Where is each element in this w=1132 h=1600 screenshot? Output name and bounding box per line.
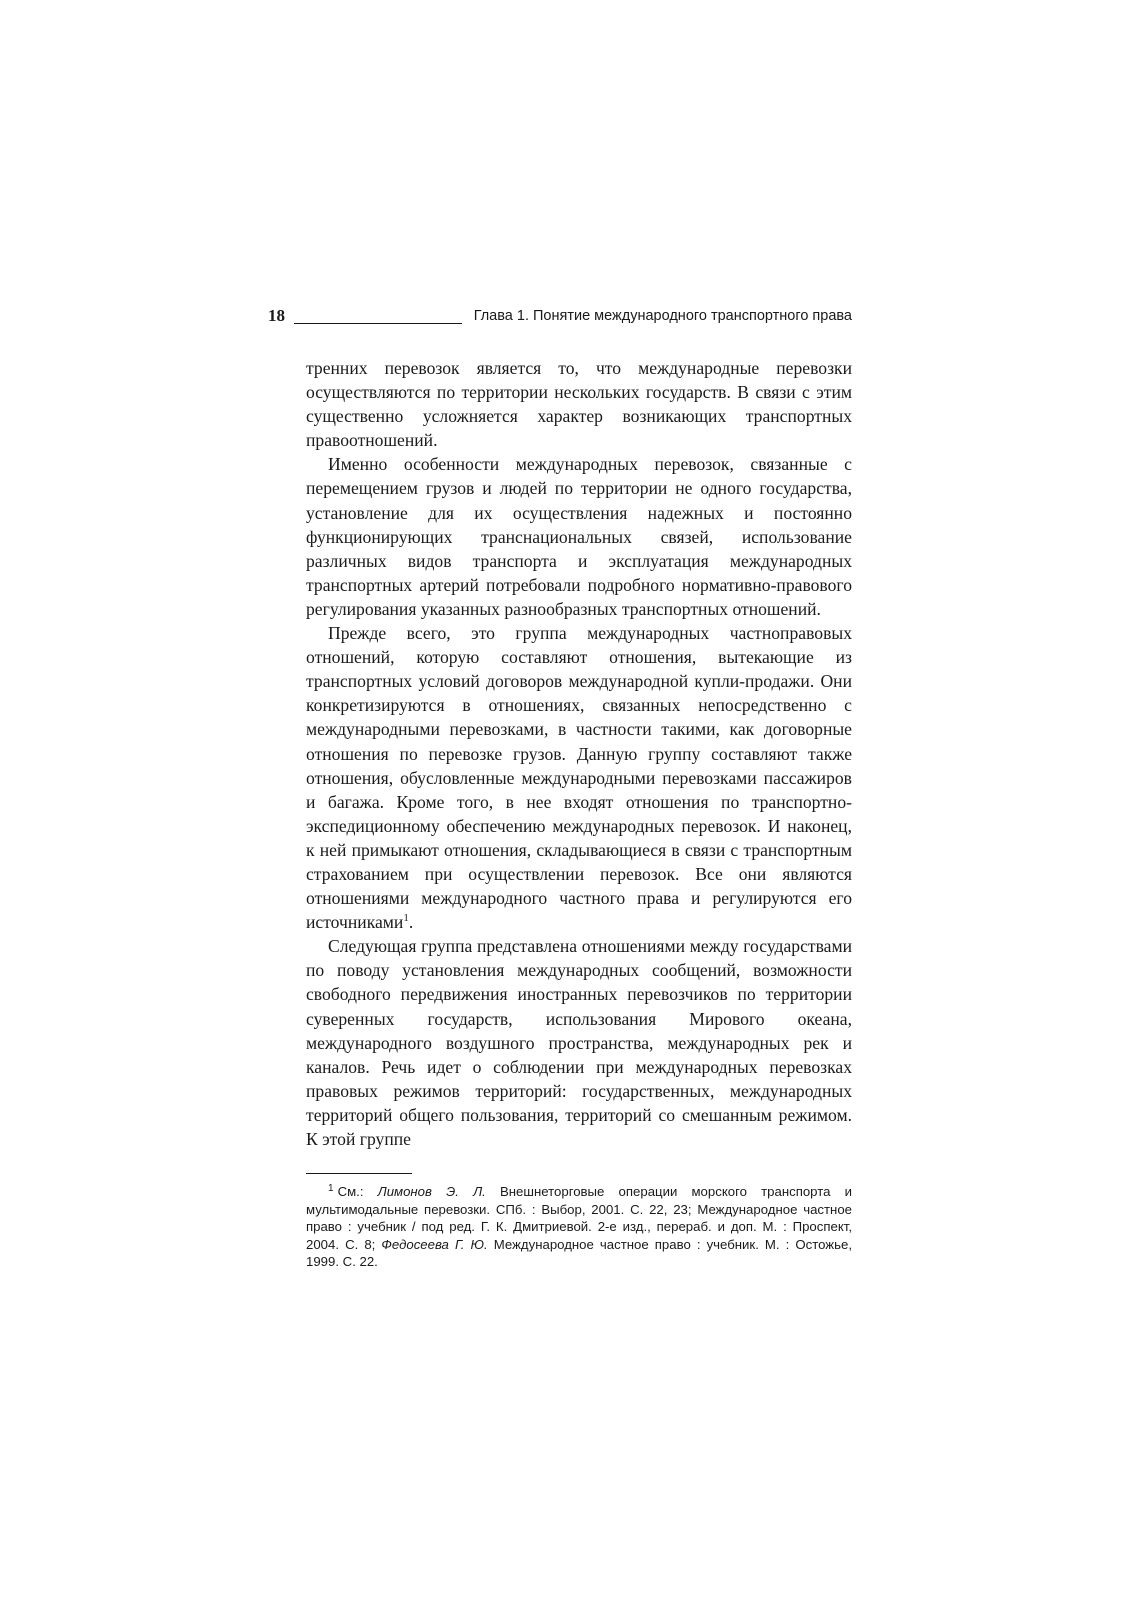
footnote-lead: См.: (337, 1184, 378, 1199)
paragraph-3-end: . (408, 912, 414, 933)
paragraph-4: Следующая группа представлена отношениями между государствами по поводу установления международных сообщений, возможности свободного передвижения иностранных перевозчиков по территории суверенных государств, использования Мирового океана, международного воздушного пространства, международных рек и каналов. Речь идет о соблюдении при международных перевозках правовых режимов территорий: государственных, международных территорий общего пользования, территорий со смешанным режимом. К этой группе (306, 936, 852, 1149)
footnote-author-2: Федосеева Г. Ю. (381, 1236, 488, 1252)
running-head (268, 305, 852, 331)
main-text (306, 356, 852, 1151)
footnote (306, 1183, 852, 1271)
footnote-rule (306, 1173, 412, 1174)
paragraph-2: Именно особенности международных перевозок, связанные с перемещением грузов и людей по территории не одного государства, установление для их осуществления надежных и постоянно функционирующих транснациональных связей, использование различных видов транспорта и эксплуатация международных транспортных артерий потребовали подробного нормативно-правового регулирования указанных разнообразных транспортных отношений. (306, 454, 852, 619)
footnote-author-1: Лимонов Э. Л. (377, 1184, 486, 1199)
chapter-title: Глава 1. Понятие международного транспортного права (473, 308, 852, 324)
paragraph-1: тренних перевозок является то, что международные перевозки осуществляются по территории нескольких государств. В связи с этим существенно усложняется характер возникающих транспортных правоотношений. (306, 358, 852, 451)
footnote-reference: 1 (403, 912, 409, 925)
footnote-mark: 1 (328, 1182, 334, 1194)
paragraph-3-text: Прежде всего, это группа международных частноправовых отношений, которую составляют отношения, вытекающие из транспортных условий договоров международной купли-продажи. Они конкретизируются в отношениях, связанных непосредственно с международными перевозками, в частности такими, как договорные отношения по перевозке грузов. Данную группу составляют также отношения, обусловленные международными перевозками пассажиров и багажа. Кроме того, в нее входят отношения по транспортно-экспедиционному обеспечению международных перевозок. И наконец, к ней примыкают отношения, складывающиеся в связи с транспортным страхованием при осуществлении перевозок. Все они являются отношениями международного частного права и регулируются его источниками (306, 623, 852, 933)
header-rule (294, 323, 462, 324)
footnote-text (306, 1183, 852, 1271)
paragraph-3 (306, 621, 852, 934)
footnote-citation-2: Международное частное право : учебник. М. : Остожье, 1999. С. 22. (306, 1236, 853, 1270)
page-number: 18 (268, 306, 285, 325)
footnote-citation-1: Внешнеторговые операции морского транспорта и мультимодальные перевозки. СПб. : Выбор, 2001. С. 22, 23; Международное частное право : учебник / под ред. Г. К. Дмитриевой. 2-е изд., перераб. и доп. М. : Проспект, 2004. С. 8; (306, 1184, 852, 1252)
